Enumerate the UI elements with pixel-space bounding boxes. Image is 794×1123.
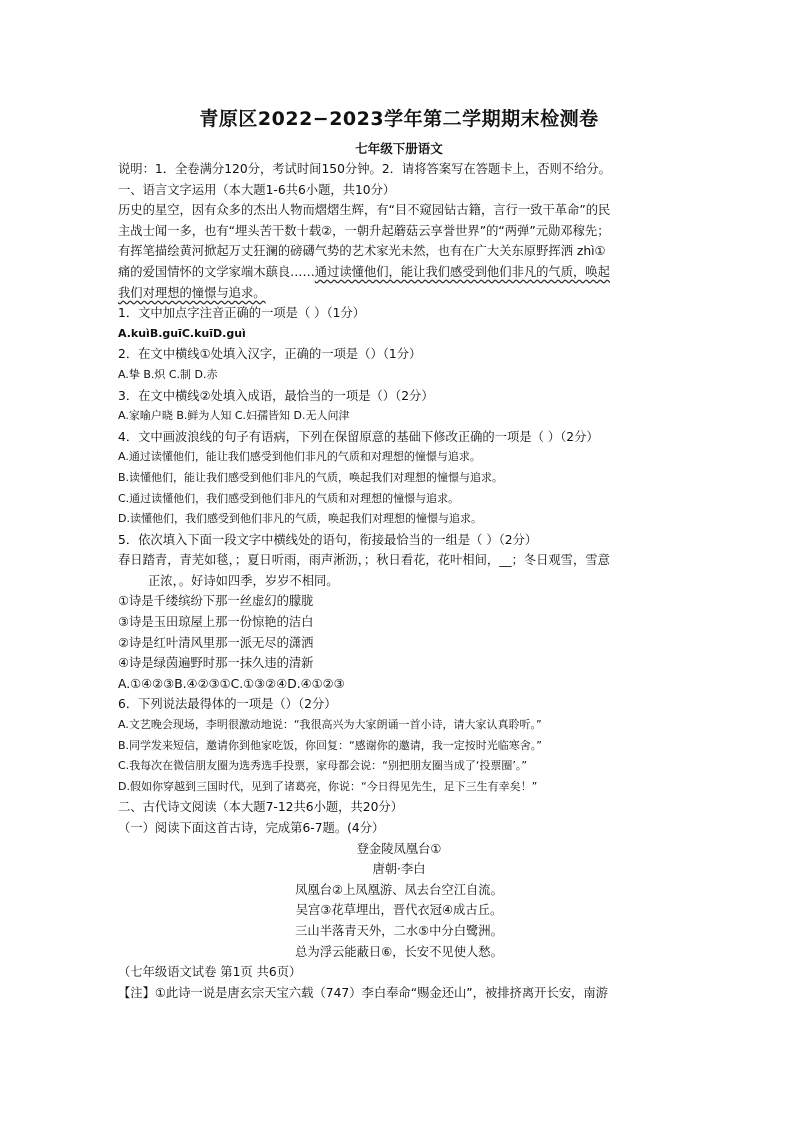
question-1-options: A.kuìB.guīC.kuīD.guì [118, 326, 246, 340]
passage-line: 主战士闻一多，也有“埋头苦干数十载②，一朝升起蘑菇云享誉世界”的“两弹”元勋邓稼先； [118, 223, 610, 238]
passage-line: 有挥笔描绘黄河掀起万丈狂澜的磅礴气势的艺术家光未然，也有在广大关东原野挥洒 zhì① [118, 244, 606, 259]
question-5-item: ①诗是千缕缤纷下那一丝虚幻的朦胧 [118, 594, 314, 609]
page-title: 青原区2022−2023学年第二学期期末检测卷 [199, 108, 599, 130]
question-6-option: D.假如你穿越到三国时代，见到了诸葛亮，你说：“今日得见先生，足下三生有幸矣！” [118, 779, 538, 793]
poem-line: 总为浮云能蔽日⑥，长安不见使人愁。 [295, 944, 503, 959]
question-4-option: B.读懂他们，能让我们感受到他们非凡的气质，唤起我们对理想的憧憬与追求。 [118, 470, 504, 484]
question-1: 1．文中加点字注音正确的一项是（ ）（1分） [118, 306, 366, 321]
question-5-item: ③诗是玉田琼屋上那一份惊艳的洁白 [118, 615, 314, 630]
question-6-option: A.文艺晚会现场，李明很激动地说：“我很高兴为大家朗诵一首小诗，请大家认真聆听。” [118, 718, 542, 732]
question-5-text: 正浓，。好诗如四季，岁岁不相同。 [148, 573, 339, 588]
section1-heading: 一、语言文字运用（本大题1-6共6小题，共10分） [118, 182, 396, 197]
poem-line: 凤凰台②上凤凰游、凤去台空江自流。 [295, 882, 503, 897]
poem-title: 登金陵凤凰台① [356, 841, 442, 856]
instructions: 说明：1．全卷满分120分，考试时间150分钟。2．请将答案写在答题卡上，否则不给分。 [118, 162, 611, 176]
question-4-option: A.通过读懂他们，能让我们感受到他们非凡的气质和对理想的憧憬与追求。 [118, 450, 481, 464]
poem-line: 三山半落青天外，二水⑤中分白鹭洲。 [295, 923, 503, 938]
section2-heading: 二、古代诗文阅读（本大题7-12共6小题，共20分） [118, 800, 404, 815]
question-6-option: B.同学发来短信，邀请你到他家吃饭，你回复：“感谢你的邀请，我一定按时光临寒舍。” [118, 738, 542, 752]
exam-page [118, 104, 680, 1003]
poem-author: 唐朝·李白 [372, 862, 426, 877]
question-5-options: A.①④②③B.④②③①C.①③②④D.④①②③ [118, 676, 345, 691]
question-5-item: ④诗是绿茵遍野时那一抹久违的清新 [118, 656, 314, 671]
passage-line [118, 283, 680, 304]
question-5-item: ②诗是红叶清风里那一派无尽的潇洒 [118, 635, 314, 650]
poem-line: 吴宫③花草埋出，晋代衣冠④成古丘。 [295, 903, 503, 918]
question-3: 3．在文中横线②处填入成语，最恰当的一项是（）（2分） [118, 388, 434, 403]
wavy-underlined-sentence: 我们对理想的憧憬与追求。 [118, 285, 266, 300]
question-5: 5．依次填入下面一段文字中横线处的语句，衔接最恰当的一组是（ ）（2分） [118, 532, 538, 547]
question-5-text: 春日踏青，青芜如毯，；夏日听雨，雨声淅沥，；秋日看花，花叶相间，__；冬日观雪，雪意 [118, 553, 610, 568]
passage-text: 痛的爱国情怀的文学家端木蕻良…… [118, 264, 315, 279]
poem-note: 【注】①此诗一说是唐玄宗天宝六载（747）李白奉命“赐金还山”，被排挤离开长安，南游 [118, 985, 608, 1000]
question-2: 2．在文中横线①处填入汉字，正确的一项是（）（1分） [118, 347, 422, 362]
passage-line [118, 262, 680, 283]
question-6: 6．下列说法最得体的一项是（）（2分） [118, 697, 337, 712]
passage-line: 历史的星空，因有众多的杰出人物而熠熠生辉，有“目不窥园钻古籍，言行一致干革命”的民 [118, 203, 611, 218]
section2-sub1: （一）阅读下面这首古诗，完成第6-7题。(4分） [118, 821, 385, 835]
question-4-option: C.通过读懂他们，我们感受到他们非凡的气质和对理想的憧憬与追求。 [118, 491, 460, 505]
question-2-options: A.挚 B.炽 C.制 D.赤 [118, 367, 218, 381]
page-footer: （七年级语文试卷 第1页 共6页） [118, 965, 302, 980]
question-3-options: A.家喻户晓 B.鲜为人知 C.妇孺皆知 D.无人问津 [118, 409, 350, 423]
question-4-option: D.读懂他们，我们感受到他们非凡的气质，唤起我们对理想的憧憬与追求。 [118, 512, 482, 526]
page-subtitle: 七年级下册语文 [355, 141, 443, 156]
question-6-option: C.我每次在微信朋友圈为选秀选手投票，家母都会说：“别把朋友圈当成了‘投票圈’。” [118, 759, 528, 773]
question-4: 4．文中画波浪线的句子有语病，下列在保留原意的基础下修改正确的一项是（ ）（2分） [118, 429, 599, 444]
wavy-underlined-sentence: 通过读懂他们，能让我们感受到他们非凡的气质，唤起 [314, 264, 610, 279]
poem [118, 839, 680, 963]
